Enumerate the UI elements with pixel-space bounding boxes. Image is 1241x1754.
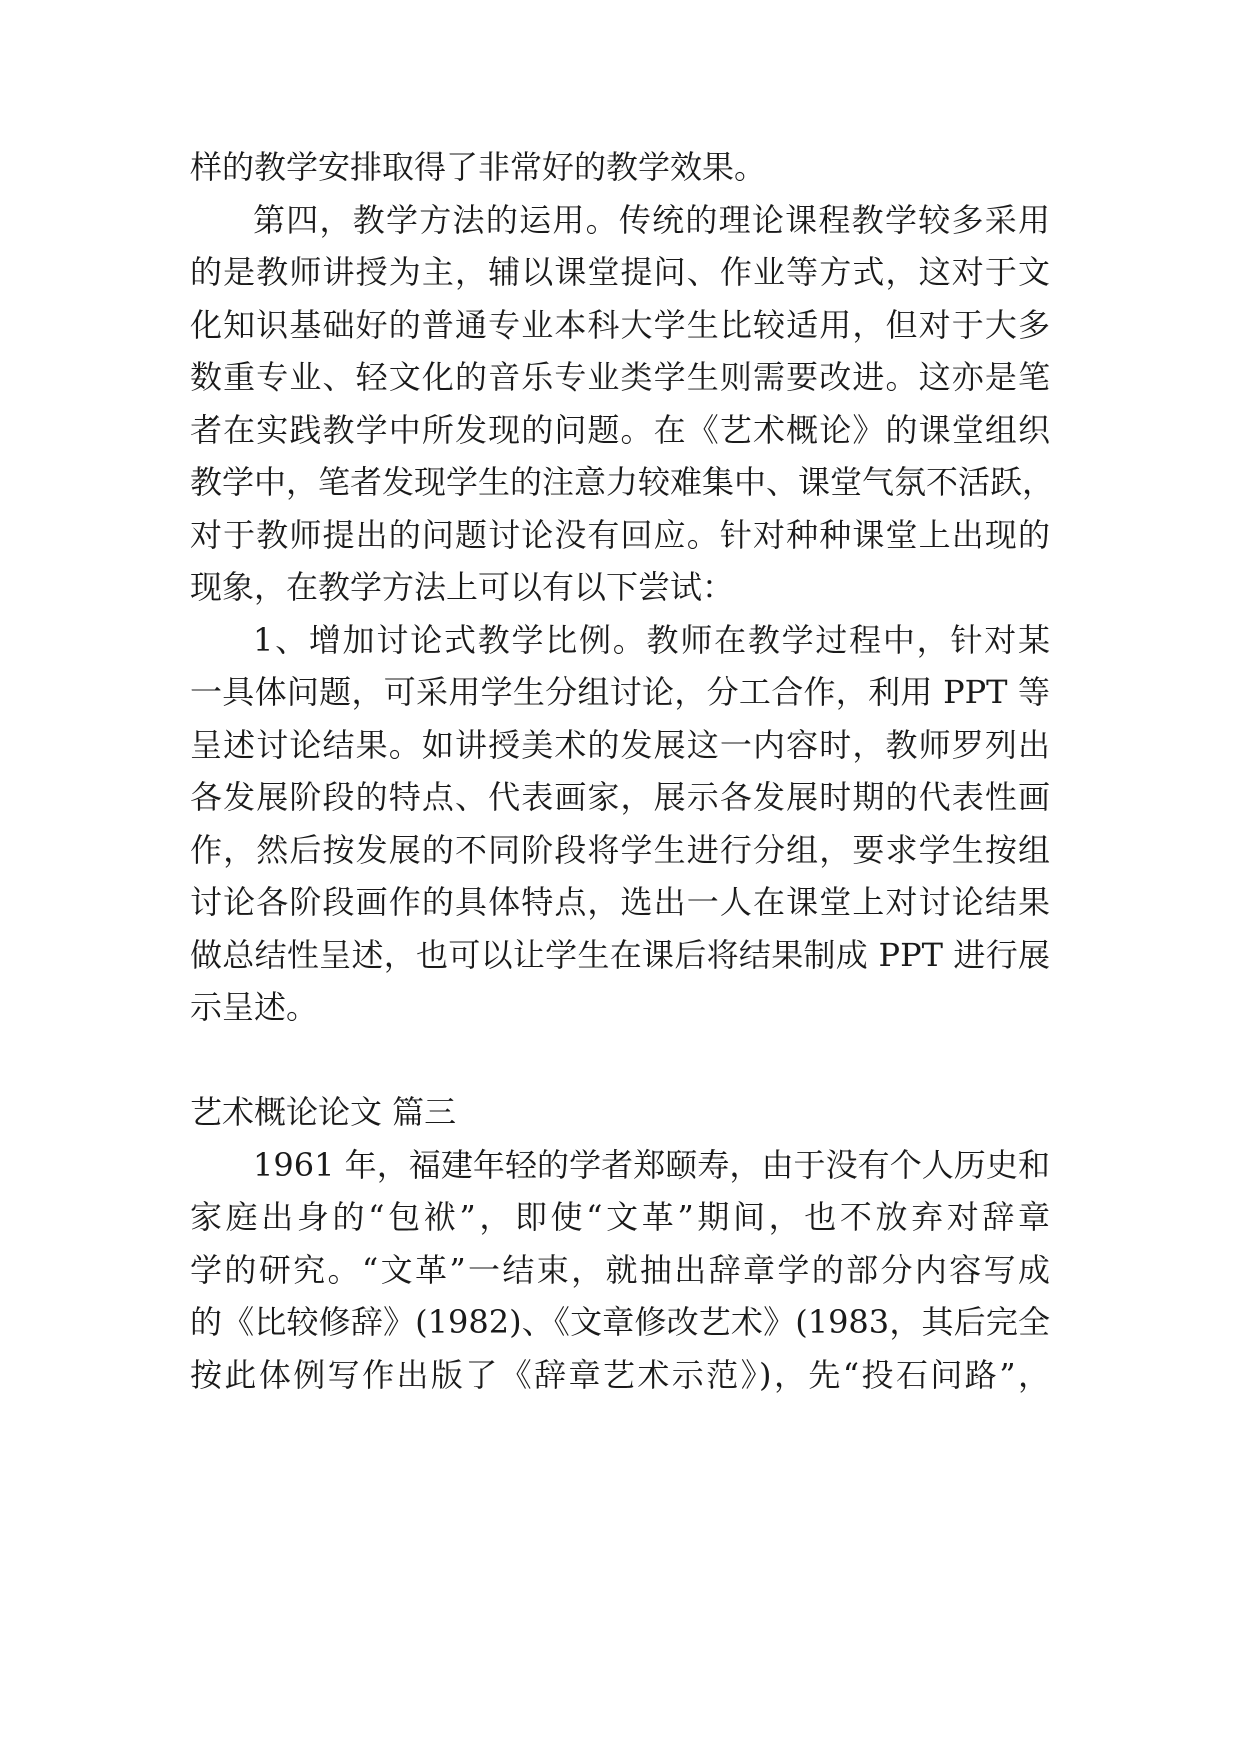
paragraph-line: 样的教学安排取得了非常好的教学效果。 (190, 148, 767, 186)
paragraph-line: 现象，在教学方法上可以有以下尝试： (190, 568, 735, 606)
paragraph-line: 1、增加讨论式教学比例。教师在教学过程中，针对某 (253, 621, 1050, 659)
paragraph-line: 对于教师提出的问题讨论没有回应。针对种种课堂上出现的 (190, 516, 1050, 554)
paragraph-line: 家庭出身的“包袱”，即使“文革”期间，也不放弃对辞章 (190, 1198, 1050, 1236)
paragraph-line: 第四，教学方法的运用。传统的理论课程教学较多采用 (253, 201, 1050, 239)
paragraph-line: 一具体问题，可采用学生分组讨论，分工合作，利用 PPT 等 (190, 673, 1050, 711)
paragraph-line: 作，然后按发展的不同阶段将学生进行分组，要求学生按组 (190, 831, 1050, 869)
section-heading: 艺术概论论文 篇三 (190, 1093, 457, 1131)
paragraph-line: 1961 年，福建年轻的学者郑颐寿，由于没有个人历史和 (253, 1146, 1050, 1184)
paragraph-line: 者在实践教学中所发现的问题。在《艺术概论》的课堂组织 (190, 411, 1050, 449)
paragraph-line: 化知识基础好的普通专业本科大学生比较适用，但对于大多 (190, 306, 1050, 344)
paragraph-line: 各发展阶段的特点、代表画家，展示各发展时期的代表性画 (190, 778, 1050, 816)
paragraph-line: 的是教师讲授为主，辅以课堂提问、作业等方式，这对于文 (190, 253, 1050, 291)
paragraph-line: 做总结性呈述，也可以让学生在课后将结果制成 PPT 进行展 (190, 936, 1050, 974)
paragraph-line: 的《比较修辞》(1982)、《文章修改艺术》(1983，其后完全 (190, 1303, 1050, 1341)
paragraph-line: 数重专业、轻文化的音乐专业类学生则需要改进。这亦是笔 (190, 358, 1050, 396)
paragraph-line: 学的研究。“文革”一结束，就抽出辞章学的部分内容写成 (190, 1251, 1050, 1289)
paragraph-line: 讨论各阶段画作的具体特点，选出一人在课堂上对讨论结果 (190, 883, 1050, 921)
paragraph-line: 按此体例写作出版了《辞章艺术示范》)，先“投石问路”， (190, 1356, 1050, 1394)
paragraph-line: 教学中，笔者发现学生的注意力较难集中、课堂气氛不活跃， (190, 463, 1055, 501)
paragraph-line: 示呈述。 (190, 988, 319, 1026)
paragraph-line: 呈述讨论结果。如讲授美术的发展这一内容时，教师罗列出 (190, 726, 1050, 764)
